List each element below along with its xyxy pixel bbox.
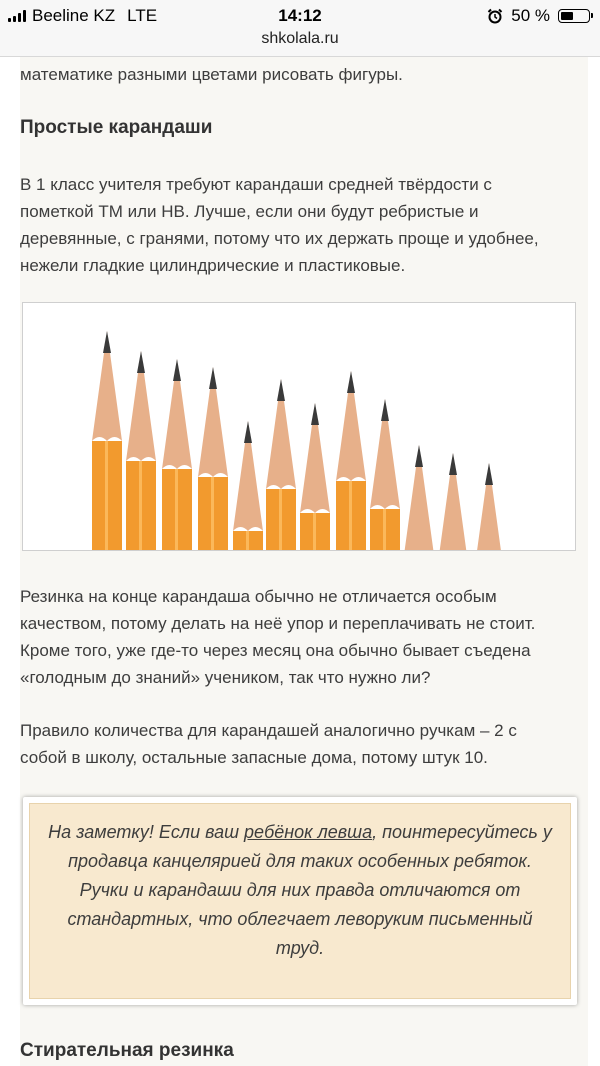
pencil (126, 351, 156, 550)
paragraph-eraser-quality: Резинка на конце карандаша обычно не отличается особым качеством, потому делать на неё упор и переплачивать не стоит. Кроме того, уже где-то через месяц она обычно бывает съедена «голодным до знаний» учеником, так что нужно ли? (20, 587, 536, 687)
carrier-name: Beeline KZ (32, 6, 116, 25)
article-content (20, 57, 588, 1066)
pencil (370, 399, 400, 550)
pencil (300, 403, 330, 550)
status-right (487, 6, 590, 26)
pencil (404, 445, 434, 550)
pencils-illustration (23, 303, 575, 550)
address-bar-url[interactable]: shkolala.ru (261, 30, 339, 47)
alarm-icon (487, 8, 503, 24)
battery-percent: 50 % (511, 6, 550, 25)
note-text (44, 818, 556, 963)
note-text-before: На заметку! Если ваш (48, 822, 245, 842)
pencil (92, 331, 122, 550)
pencil (233, 421, 263, 550)
paragraph-pencil-hardness: В 1 класс учителя требуют карандаши средней твёрдости с пометкой ТМ или HB. Лучше, если они будут ребристые и деревянные, с гранями, потому что их держать проще и удобнее, нежели гладкие цилиндрические и пластиковые. (20, 175, 539, 275)
status-bar (0, 0, 600, 57)
pencil (474, 463, 504, 550)
network-type: LTE (127, 6, 158, 25)
pencil (198, 367, 228, 550)
paragraph-pencil-count: Правило количества для карандашей аналогично ручкам – 2 с собой в школу, остальные запасные дома, потому штук 10. (20, 721, 517, 767)
paragraph-fragment: математике разными цветами рисовать фигуры. (20, 65, 403, 84)
section-heading-pencils: Простые карандаши (20, 117, 213, 138)
section-heading-eraser: Стирательная резинка (20, 1040, 234, 1061)
left-handed-child-link[interactable]: ребёнок левша (244, 822, 373, 842)
battery-icon (558, 9, 590, 23)
pencil (266, 379, 296, 550)
clock: 14:12 (278, 6, 322, 25)
note-text-after: , поинтересуйтесь у продавца канцелярией для таких особенных ребяток. Ручки и карандаши для них правда отличаются от стандартных, что облегчает леворуким письменный труд. (67, 822, 552, 958)
note-callout-box (29, 803, 571, 999)
pencils-photo (22, 302, 576, 551)
note-callout (23, 797, 577, 1005)
pencil (336, 371, 366, 550)
pencil (438, 453, 468, 550)
pencil (162, 359, 192, 550)
